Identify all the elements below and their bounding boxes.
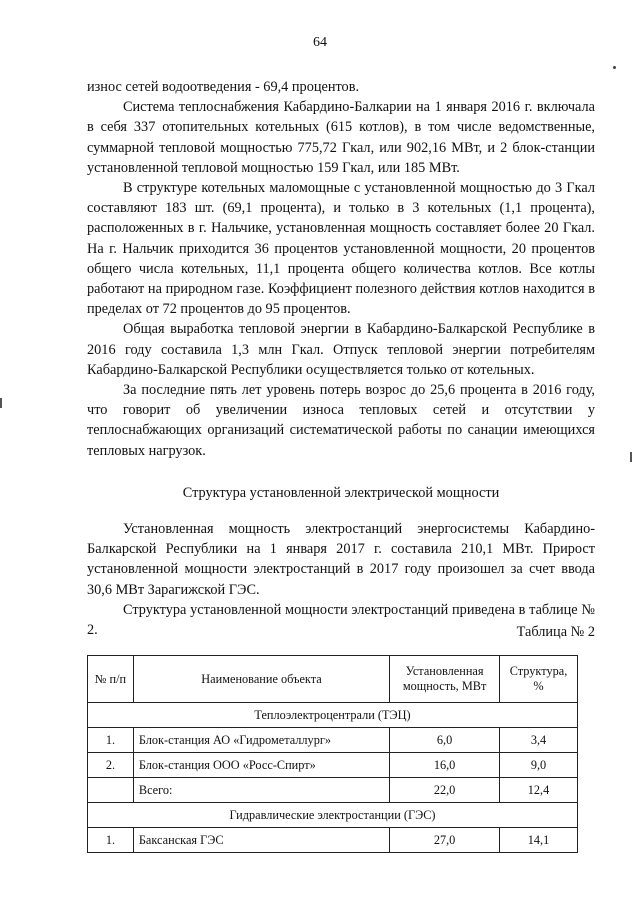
cell-name: Всего:: [133, 778, 389, 803]
paragraph: Структура установленной мощности электростанций приведена в таблице № 2.: [87, 601, 595, 639]
scan-mark: [0, 398, 2, 408]
table-group-row: [88, 703, 578, 728]
table-row: [88, 753, 578, 778]
table-row: [88, 828, 578, 853]
paragraph: За последние пять лет уровень потерь возрос до 25,6 процента в 2016 году, что говорит об увеличении износа тепловых сетей и отсутствии у теплоснабжающих организаций систематической работы по санации имеющихся тепловых нагрузок.: [87, 382, 595, 459]
section-heading: Структура установленной электрической мощности: [182, 485, 500, 501]
table-caption: Таблица № 2: [516, 624, 595, 640]
cell-name: Баксанская ГЭС: [133, 828, 389, 853]
cell-capacity: 6,0: [390, 728, 500, 753]
paragraph: износ сетей водоотведения - 69,4 процентов.: [87, 79, 360, 95]
table-header-row: [88, 656, 578, 703]
body-text-top: [87, 77, 595, 461]
table-group-row: [88, 803, 578, 828]
body-text-bottom: [87, 519, 595, 640]
cell-num: 1.: [88, 828, 134, 853]
paragraph: Установленная мощность электростанций энергосистемы Кабардино-Балкарской Республики на 1 января 2017 г. составила 210,1 МВт. Прирост установленной мощности электростанций в 2017 году произошел за счет ввода 30,6 МВт Зарагижской ГЭС.: [87, 521, 595, 598]
paragraph: Общая выработка тепловой энергии в Кабардино-Балкарской Республике в 2016 году составила 1,3 млн Гкал. Отпуск тепловой энергии потребителям Кабардино-Балкарской Республики осуществляется только от котельных.: [87, 321, 595, 378]
cell-name: Блок-станция ООО «Росс-Спирт»: [133, 753, 389, 778]
scan-mark: [613, 66, 616, 69]
cell-capacity: 27,0: [390, 828, 500, 853]
cell-structure: 3,4: [500, 728, 578, 753]
capacity-table: [87, 655, 578, 853]
header-name: Наименование объекта: [133, 656, 389, 703]
group-tec: Теплоэлектроцентрали (ТЭЦ): [88, 703, 578, 728]
paragraph: Система теплоснабжения Кабардино-Балкарии на 1 января 2016 г. включала в себя 337 отопительных котельных (615 котлов), в том числе ведомственные, суммарной тепловой мощностью 775,72 Гкал, или 902,16 МВт, и 2 блок-станции установленной тепловой мощностью 159 Гкал, или 185 МВт.: [87, 99, 595, 176]
cell-name: Блок-станция АО «Гидрометаллург»: [133, 728, 389, 753]
paragraph: В структуре котельных маломощные с установленной мощностью до 3 Гкал составляют 183 шт. (69,1 процента), и только в 3 котельных (1,1 процента), расположенных в г. Нальчике, установленная мощность составляет более 20 Гкал. На г. Нальчик приходится 36 процентов установленной мощности, 20 процентов общего числа котельных, 11,1 процента общего количества котлов. Все котлы работают на природном газе. Коэффициент полезного действия котлов находится в пределах от 72 процентов до 95 процентов.: [87, 180, 595, 318]
table-row: [88, 728, 578, 753]
group-ges: Гидравлические электростанции (ГЭС): [88, 803, 578, 828]
cell-structure: 12,4: [500, 778, 578, 803]
page-number: 64: [313, 35, 327, 50]
header-structure: Структура, %: [500, 656, 578, 703]
cell-capacity: 22,0: [390, 778, 500, 803]
cell-num: 2.: [88, 753, 134, 778]
cell-structure: 9,0: [500, 753, 578, 778]
cell-structure: 14,1: [500, 828, 578, 853]
header-capacity: Установленная мощность, МВт: [390, 656, 500, 703]
cell-capacity: 16,0: [390, 753, 500, 778]
cell-num: 1.: [88, 728, 134, 753]
table-total-row: [88, 778, 578, 803]
header-num: № п/п: [88, 656, 134, 703]
scan-mark: [630, 452, 632, 462]
cell-num: [88, 778, 134, 803]
